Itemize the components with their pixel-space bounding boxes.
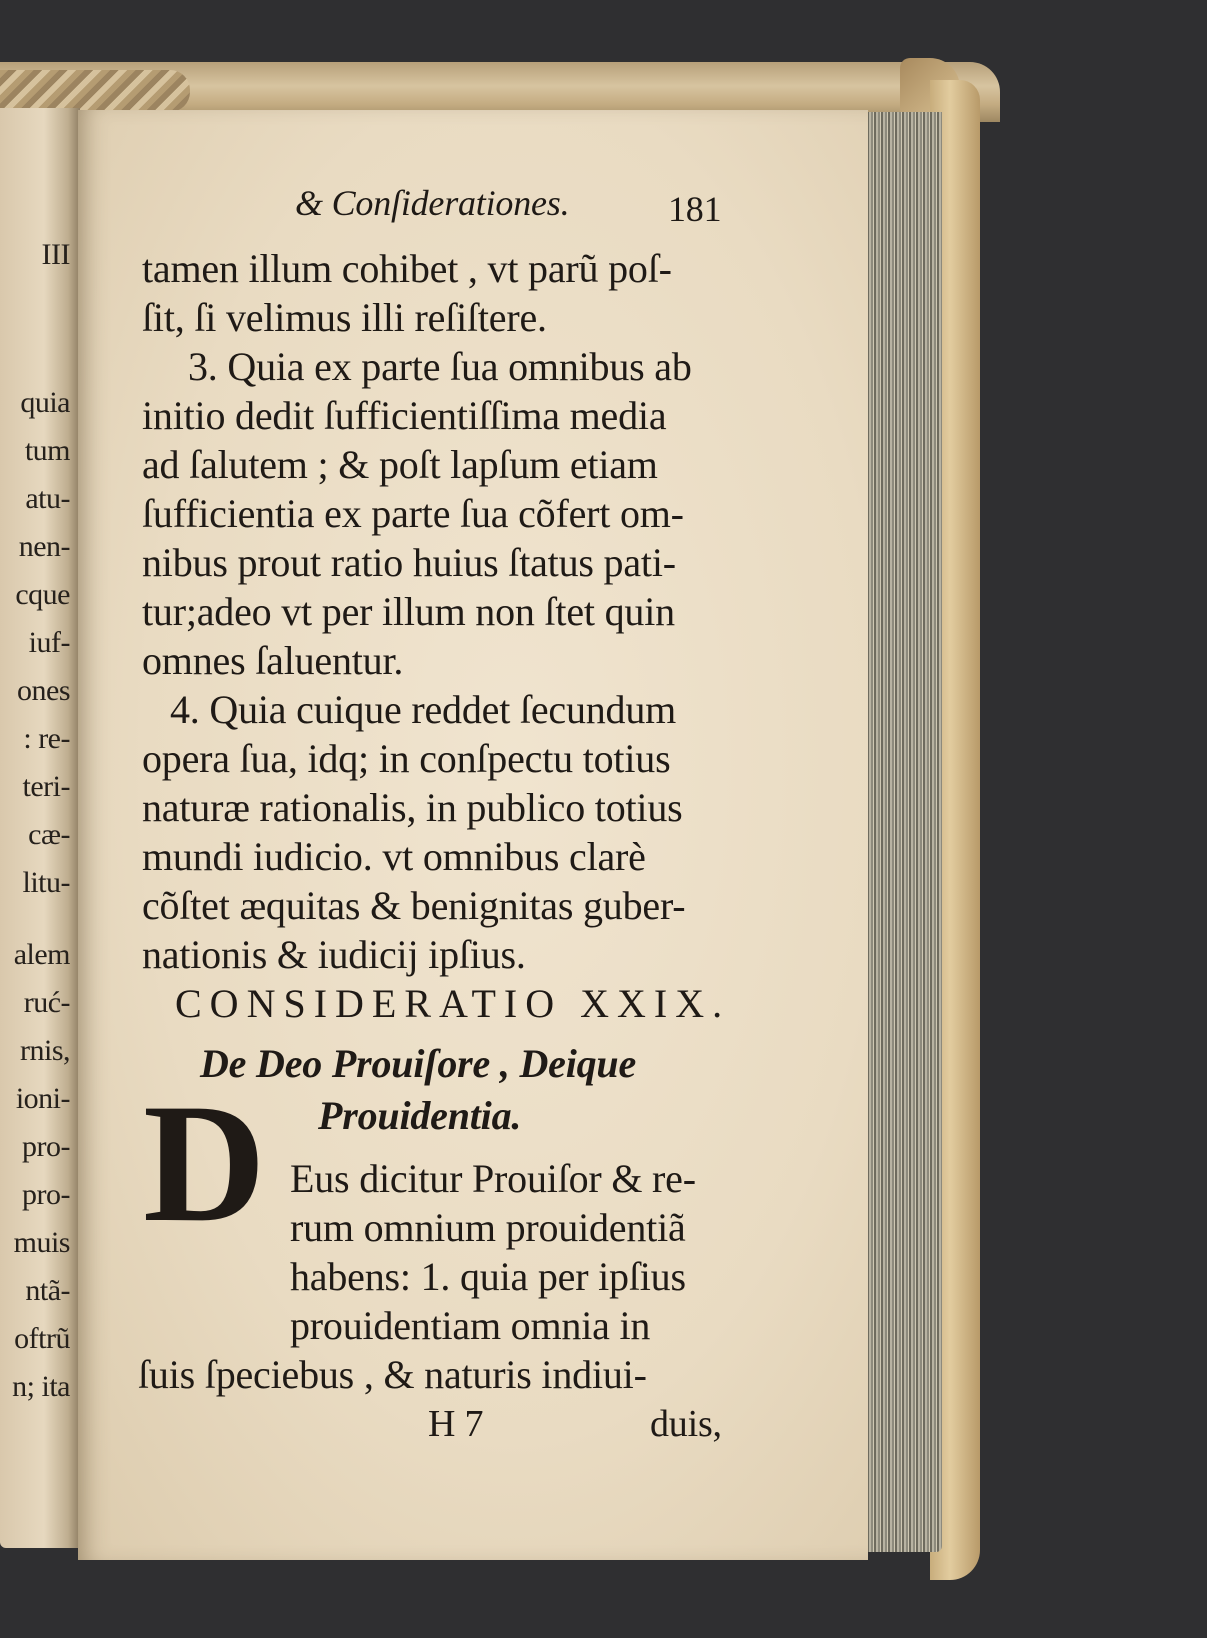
left-page-fragment: quia bbox=[20, 386, 70, 419]
text-line: prouidentiam omnia in bbox=[290, 1303, 651, 1348]
text-line: naturæ rationalis, in publico totius bbox=[142, 785, 683, 830]
text-line: mundi iudicio. vt omnibus clarè bbox=[142, 834, 646, 879]
left-page-fragment: muis bbox=[13, 1226, 70, 1259]
text-line: initio dedit ſufficientiſſima media bbox=[142, 393, 667, 438]
consideratio-heading: CONSIDERATIO XXIX. bbox=[175, 981, 731, 1026]
left-page-fragment: teri- bbox=[22, 770, 70, 803]
text-line: ad ſalutem ; & poſt lapſum etiam bbox=[142, 442, 658, 487]
left-page-fragment: rnis, bbox=[20, 1034, 70, 1067]
section-subtitle: De Deo Prouiſore , Deique bbox=[200, 1041, 637, 1086]
left-page-fragment: ioni- bbox=[15, 1082, 70, 1115]
text-line: 3. Quia ex parte ſua omnibus ab bbox=[188, 344, 692, 389]
text-line: ſufficientia ex parte ſua cõfert om- bbox=[142, 491, 684, 536]
page-number: 181 bbox=[668, 189, 722, 229]
left-page-fragment: litu- bbox=[22, 866, 70, 899]
text-line: nationis & iudicij ipſius. bbox=[142, 932, 526, 977]
left-page-fragment: III bbox=[41, 238, 70, 271]
left-page-fragment: ones bbox=[17, 674, 70, 707]
left-page-fragment: pro- bbox=[22, 1178, 70, 1211]
left-page-fragment: alem bbox=[13, 938, 70, 971]
left-page-fragment: atu- bbox=[25, 482, 70, 515]
left-page-fragment: cque bbox=[15, 578, 70, 611]
left-page-fragment: : re- bbox=[23, 722, 70, 755]
text-line: ſit, ſi velimus illi reſiſtere. bbox=[142, 295, 547, 340]
catchword: duis, bbox=[650, 1403, 722, 1445]
text-line: cõſtet æquitas & benignitas guber- bbox=[142, 883, 686, 928]
text-line: Eus dicitur Prouiſor & re- bbox=[290, 1156, 696, 1201]
left-page-fragment: oftrũ bbox=[14, 1322, 70, 1355]
left-page-fragment: cæ- bbox=[28, 818, 70, 851]
left-page-fragment: n; ita bbox=[12, 1370, 70, 1403]
section-subtitle: Prouidentia. bbox=[318, 1093, 522, 1138]
left-page-fragment: ntã- bbox=[25, 1274, 70, 1307]
text-line: omnes ſaluentur. bbox=[142, 638, 404, 683]
text-line: opera ſua, idq; in conſpectu totius bbox=[142, 736, 671, 781]
drop-capital: D bbox=[143, 1069, 266, 1257]
signature-mark: H 7 bbox=[428, 1403, 484, 1445]
text-line: ſuis ſpeciebus , & naturis indiui- bbox=[138, 1352, 647, 1397]
left-page-fragment: iuf- bbox=[28, 626, 70, 659]
text-line: habens: 1. quia per ipſius bbox=[290, 1254, 686, 1299]
text-line: tur;adeo vt per illum non ſtet quin bbox=[142, 589, 675, 634]
text-line: tamen illum cohibet , vt parũ poſ- bbox=[142, 246, 672, 291]
left-page-fragment: ruć- bbox=[23, 986, 70, 1019]
text-line: rum omnium prouidentiã bbox=[290, 1205, 686, 1250]
text-line: nibus prout ratio huius ſtatus pati- bbox=[142, 540, 676, 585]
left-page-fragment: pro- bbox=[22, 1130, 70, 1163]
left-page-fragment: nen- bbox=[18, 530, 70, 563]
running-head: & Conſiderationes. bbox=[295, 183, 570, 223]
left-page-fragment: tum bbox=[24, 434, 70, 467]
text-line: 4. Quia cuique reddet ſecundum bbox=[170, 687, 677, 732]
